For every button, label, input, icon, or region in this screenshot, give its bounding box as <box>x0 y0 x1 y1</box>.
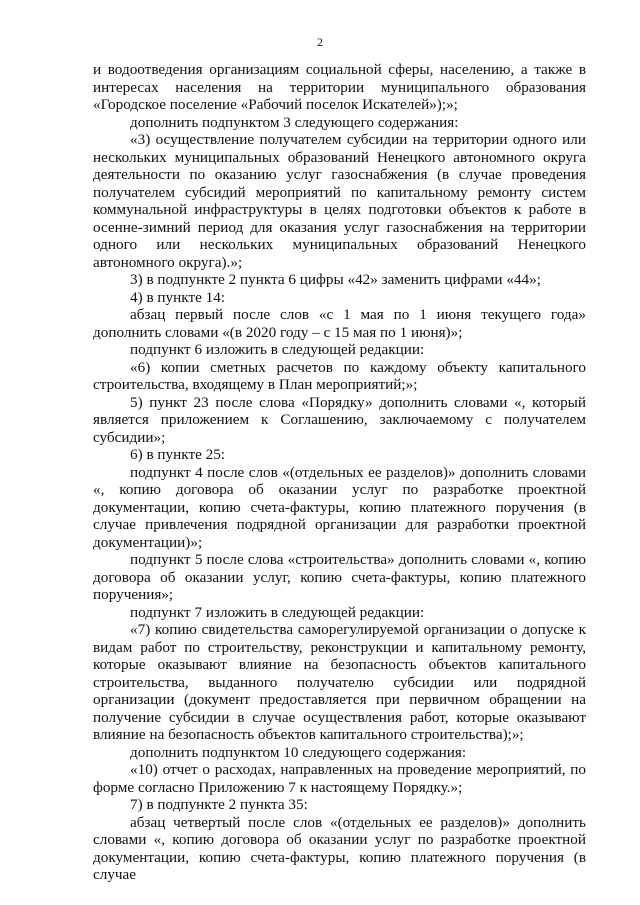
paragraph: абзац четвертый после слов «(отдельных ее разделов)» дополнить словами «, копию договора об оказании услуг по разработке проектной документации, копию счета-фактуры, копию платежного поручения (в случае <box>93 813 586 883</box>
paragraph: «6) копии сметных расчетов по каждому объекту капитального строительства, входящему в План мероприятий;»; <box>93 358 586 393</box>
paragraph: 3) в подпункте 2 пункта 6 цифры «42» заменить цифрами «44»; <box>130 271 541 288</box>
paragraph: подпункт 4 после слов «(отдельных ее разделов)» дополнить словами «, копию договора об оказании услуг по разработке проектной документации, копию счета-фактуры, копию платежного поручения (в случае привлечения подрядной организации для разработки проектной документации)»; <box>93 463 586 551</box>
paragraph: «7) копию свидетельства саморегулируемой организации о допуске к видам работ по строительству, реконструкции и капитальному ремонту, которые оказывают влияние на безопасность объектов капитального строительства, выданного получателю субсидии или подрядной организации (документ предоставляется при первичном обращении на получение субсидии в случае осуществления работ, которые оказывают влияние на безопасность объектов капитального строительства);»; <box>93 621 586 743</box>
paragraph: подпункт 5 после слова «строительства» дополнить словами «, копию договора об оказании услуг, копию счета-фактуры, копию платежного поручения»; <box>93 551 586 603</box>
paragraph: 7) в подпункте 2 пункта 35: <box>130 796 308 813</box>
paragraph: подпункт 6 изложить в следующей редакции: <box>130 341 425 358</box>
paragraph: дополнить подпунктом 10 следующего содержания: <box>130 743 467 761</box>
paragraph: «10) отчет о расходах, направленных на проведение мероприятий, по форме согласно Приложению 7 к настоящему Порядку.»; <box>93 761 586 796</box>
paragraph: дополнить подпунктом 3 следующего содержания: <box>130 113 459 131</box>
paragraph: подпункт 7 изложить в следующей редакции: <box>130 603 425 621</box>
paragraph: абзац первый после слов «с 1 мая по 1 июня текущего года» дополнить словами «(в 2020 году – с 15 мая по 1 июня)»; <box>93 306 586 341</box>
document-body <box>93 61 586 884</box>
paragraph-continuation: и водоотведения организациям социальной сферы, населению, а также в интересах населения на территории муниципального образования «Городское поселение «Рабочий поселок Искателей»);»; <box>93 61 586 113</box>
paragraph: 5) пункт 23 после слова «Порядку» дополнить словами «, который является приложением к Соглашению, заключаемому с получателем субсидии»; <box>93 393 586 446</box>
page-number: 2 <box>317 35 323 49</box>
paragraph: 6) в пункте 25: <box>130 446 226 463</box>
paragraph: «3) осуществление получателем субсидии на территории одного или нескольких муниципальных образований Ненецкого автономного округа деятельности по оказанию услуг газоснабжения (в случае проведения получателем субсидий мероприятий по капитальному ремонту систем коммунальной инфраструктуры в целях подготовки объектов к работе в осенне-зимний период для оказания услуг газоснабжения на территории одного или нескольких муниципальных образований Ненецкого автономного округа).»; <box>93 131 586 271</box>
paragraph: 4) в пункте 14: <box>130 288 226 306</box>
